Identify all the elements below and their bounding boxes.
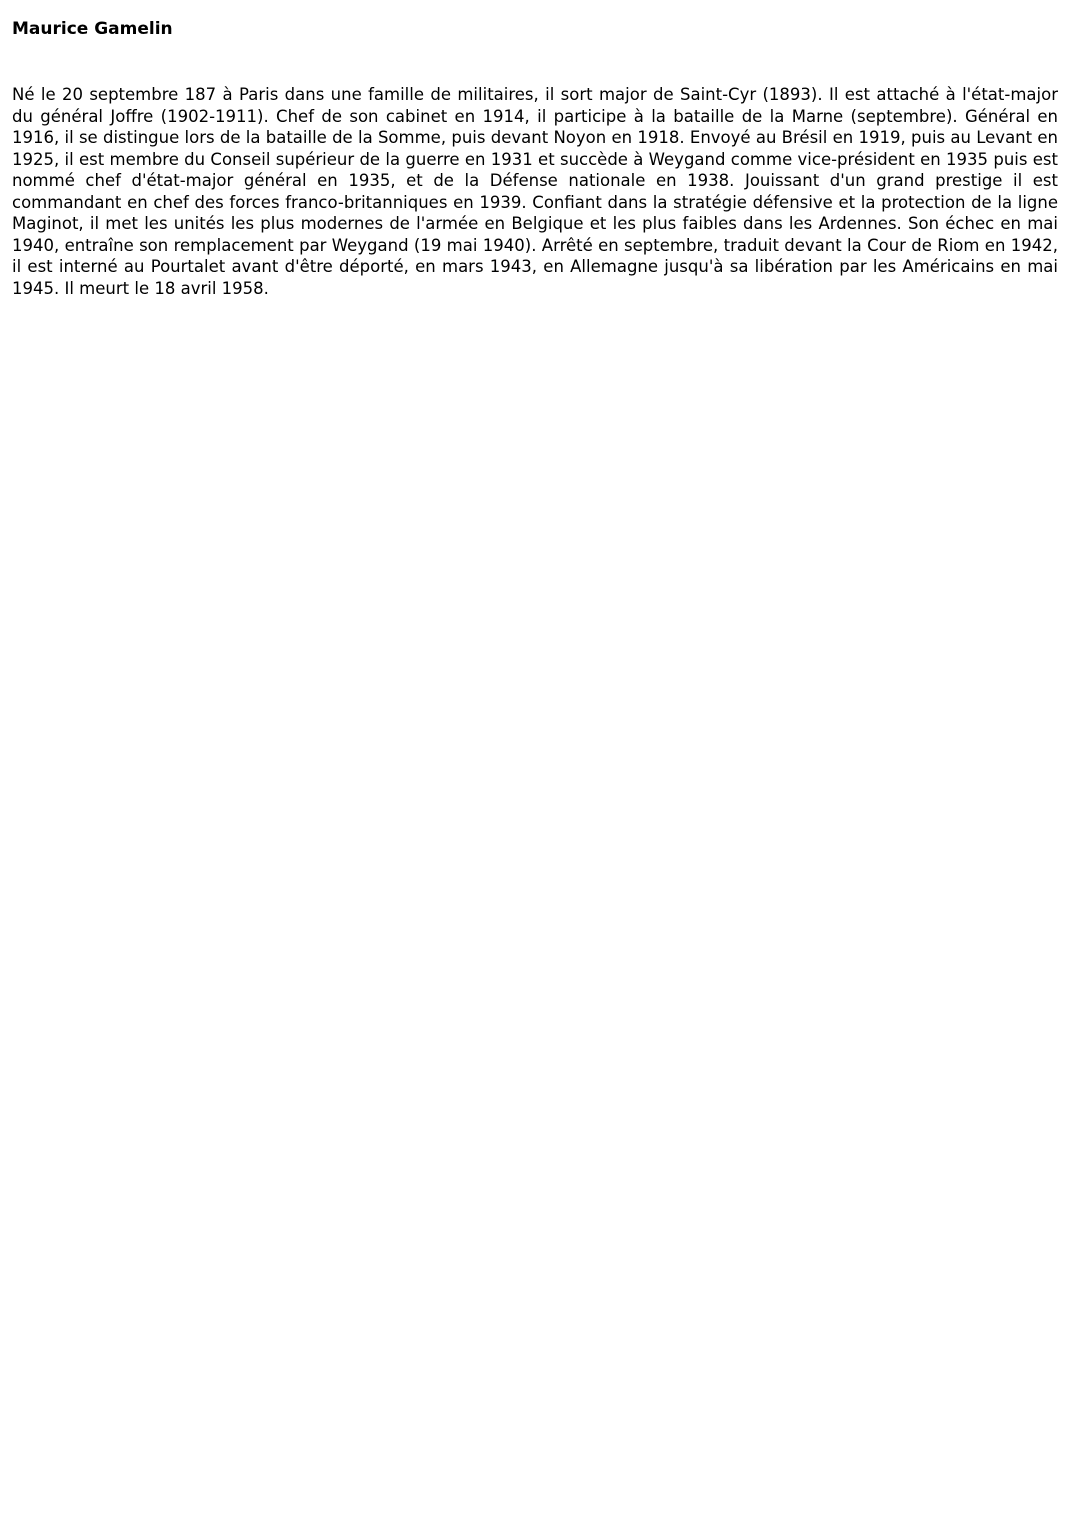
page-title: Maurice Gamelin xyxy=(12,19,173,39)
biography-paragraph: Né le 20 septembre 187 à Paris dans une famille de militaires, il sort major de Saint-Cyr (1893). Il est attaché à l'état-major du général Joffre (1902-1911). Chef de son cabinet en 1914, il participe à la bataille de la Marne (septembre). Général en 1916, il se distingue lors de la bataille de la Somme, puis devant Noyon en 1918. Envoyé au Brésil en 1919, puis au Levant en 1925, il est membre du Conseil supérieur de la guerre en 1931 et succède à Weygand comme vice-président en 1935 puis est nommé chef d'état-major général en 1935, et de la Défense nationale en 1938. Jouissant d'un grand prestige il est commandant en chef des forces franco-britanniques en 1939. Confiant dans la stratégie défensive et la protection de la ligne Maginot, il met les unités les plus modernes de l'armée en Belgique et les plus faibles dans les Ardennes. Son échec en mai 1940, entraîne son remplacement par Weygand (19 mai 1940). Arrêté en septembre, traduit devant la Cour de Riom en 1942, il est interné au Pourtalet avant d'être déporté, en mars 1943, en Allemagne jusqu'à sa libération par les Américains en mai 1945. Il meurt le 18 avril 1958. xyxy=(12,85,1058,298)
document-page xyxy=(12,17,1058,299)
